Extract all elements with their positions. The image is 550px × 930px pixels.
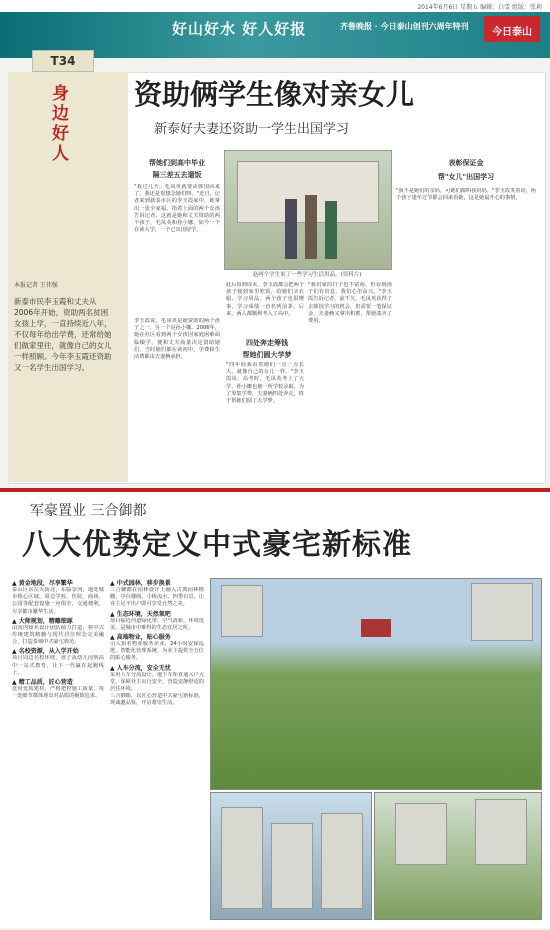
ad-item-text: 项目临近河道绿化带，空气清新，环境优美，是城市中难得的生态宜居之所。 [110,617,204,631]
banner-subtitle: 齐鲁晚报 · 今日泰山创刊六周年特刊 [340,22,469,31]
ad-item-heading: ▲ 人车分流，安全无忧 [110,664,171,672]
feature-title: 资助俩学生像对亲女儿 [134,78,415,111]
feature-photo [224,150,392,270]
ad-title: 八大优势定义中式豪宅新标准 [22,527,413,561]
ad-item-text: 三合御都在园林设计上融入古典园林精髓，亭台楼阁，小桥流水，四季有景，让业主足不出户即可享受自然之美。 [110,587,204,608]
photo-caption: 赵两个学生来了一些学习生活用品。(资料片) [252,272,362,278]
col-heading-4: 帮"女儿"出国学习 [437,173,495,181]
ad-item-heading: ▲ 高端物业，贴心服务 [110,634,171,642]
body-paragraph: "我们家的日子也不富裕，但看到孩子们有出息，我们心里高兴。"李玉霞告诉记者，前不久，毛凤英获得了去韩国学习的机会，但需要一笔保证金，夫妻俩又拿出积蓄，帮她凑齐了费用。 [308,282,392,325]
ad-item-text: 由国内知名设计团队倾力打造，将中式传统建筑精髓与现代居住理念完美融合，打造泰城中式豪宅典范。 [12,624,104,646]
ad-item-heading: ▲ 大师规划，精雕细琢 [12,617,73,625]
issue-meta: 2014年6月6日 星期五 编辑：白雪 组版：张莉 [417,4,542,11]
ad-item-text: 采用人车分流设计，地下车库直通入户大堂，保障业主出行安全，营造安静舒适的居住环境。 [110,671,204,693]
development-rendering [210,578,542,790]
body-paragraph: "四年间我看着她们一点一点长大，就像自己的女儿一样。"李玉霞说，高考时，毛凤英考上了大学，孙小娜也被一所学校录取，为了筹集学费，夫妻俩四处奔走，终于帮她们圆了大学梦。 [226,362,304,405]
ad-subtitle: 军豪置业 三合御都 [30,503,147,519]
logo-text: 今日泰山 [492,27,532,38]
col-heading-5: 四处奔走筹钱 [246,339,288,347]
ad-item-heading: ▲ 黄金地段，尽享繁华 [12,580,73,587]
garden-rendering [374,792,542,920]
col-heading-1: 帮她们到高中毕业 [149,159,205,167]
col-heading-6: 帮她们圆大学梦 [242,351,292,359]
page-number: T34 [32,50,94,72]
body-paragraph: "我过几天，毛凤英就要从韩国回来了，我还是很想念她们呀。"近日，记者来到新泰市区的李玉霞家中，她拿出一张全家福，指着上面的两个女孩告诉记者，这就是她和丈夫资助的两个孩子，毛凤英和孙小娜，如今一个在读大学，一个已出国留学。 [134,184,220,234]
ad-promo-text: 三合御都，以匠心营造中式豪宅新标准，现诚邀品鉴，开启尊崇生活。 [110,693,204,707]
body-paragraph: 李玉霞说，毛凤英是她资助的两个孩子之一，另一个是孙小娜。2006年，她在社区看到两个女孩因家庭困难面临辍学，便和丈夫商量决定资助她们。当时她们都在读初中，学费和生活费都由夫妻俩承担。 [134,318,220,361]
reporter-byline: 本报记者 王伟强 [14,282,58,289]
top-meta-bar [0,0,550,12]
ad-item-text: 泰山区东岳大街北，东临奈河，地处城市核心区域，周边学校、医院、商场、公园等配套设施一应俱全，交通便利，尽享都市繁华生活。 [12,587,104,615]
body-paragraph: "我不是她们的亲妈，可她们都叫我妈妈。"李玉霞笑着说，两个孩子逢年过节都会回来看她，这是她最开心的事情。 [396,188,536,202]
ad-item-text: 引入知名物业服务企业，24小时安保巡逻，智能化管理系统，为业主提供全方位的贴心服务。 [110,641,204,662]
banner-slogan: 好山好水 好人好报 [172,20,307,38]
col-heading-3: 表彰保证金 [448,159,484,167]
building-rendering [210,792,372,920]
ad-item-text: 项目周边名校环绕，孩子从幼儿园到高中一站式教育，让下一代赢在起跑线上。 [12,655,104,676]
ad-item-heading: ▲ 精工品质，匠心营造 [12,679,73,687]
ad-item-heading: ▲ 中式园林，移步换景 [110,580,171,587]
ad-item-heading: ▲ 名校资源，从入学开始 [12,648,79,656]
body-paragraph: 此后每到周末，李玉霞都会把两个孩子接到家里吃饭，给她们买衣服、学习用品。两个孩子也很懂事，学习成绩一直名列前茅。后来，两人都顺利考入了高中。 [226,282,304,317]
section-divider [0,488,550,492]
feature-subtitle: 新泰好夫妻还资助一学生出国学习 [154,122,350,137]
newspaper-logo [484,16,540,42]
col-heading-2: 隔三差五去遛饭 [152,171,202,179]
feature-lead: 新泰市民李玉霞和丈夫从2006年开始，资助两名贫困女孩上学，一直持续近八年，不仅每年给出学费，还常给她们做家里往，就像自己的女儿一样照顾。今年李玉霞还资助又一名学生出国学习。 [14,297,112,372]
ad-column-left [12,578,104,923]
section-label: 身边好人 [52,84,69,164]
ad-item-heading: ▲ 生态环境，天然氧吧 [110,610,171,618]
ad-column-right [110,578,204,923]
ad-item-text: 选用优质建材，严格把控施工质量，每一处细节都体现出对品质的极致追求。 [12,686,104,700]
